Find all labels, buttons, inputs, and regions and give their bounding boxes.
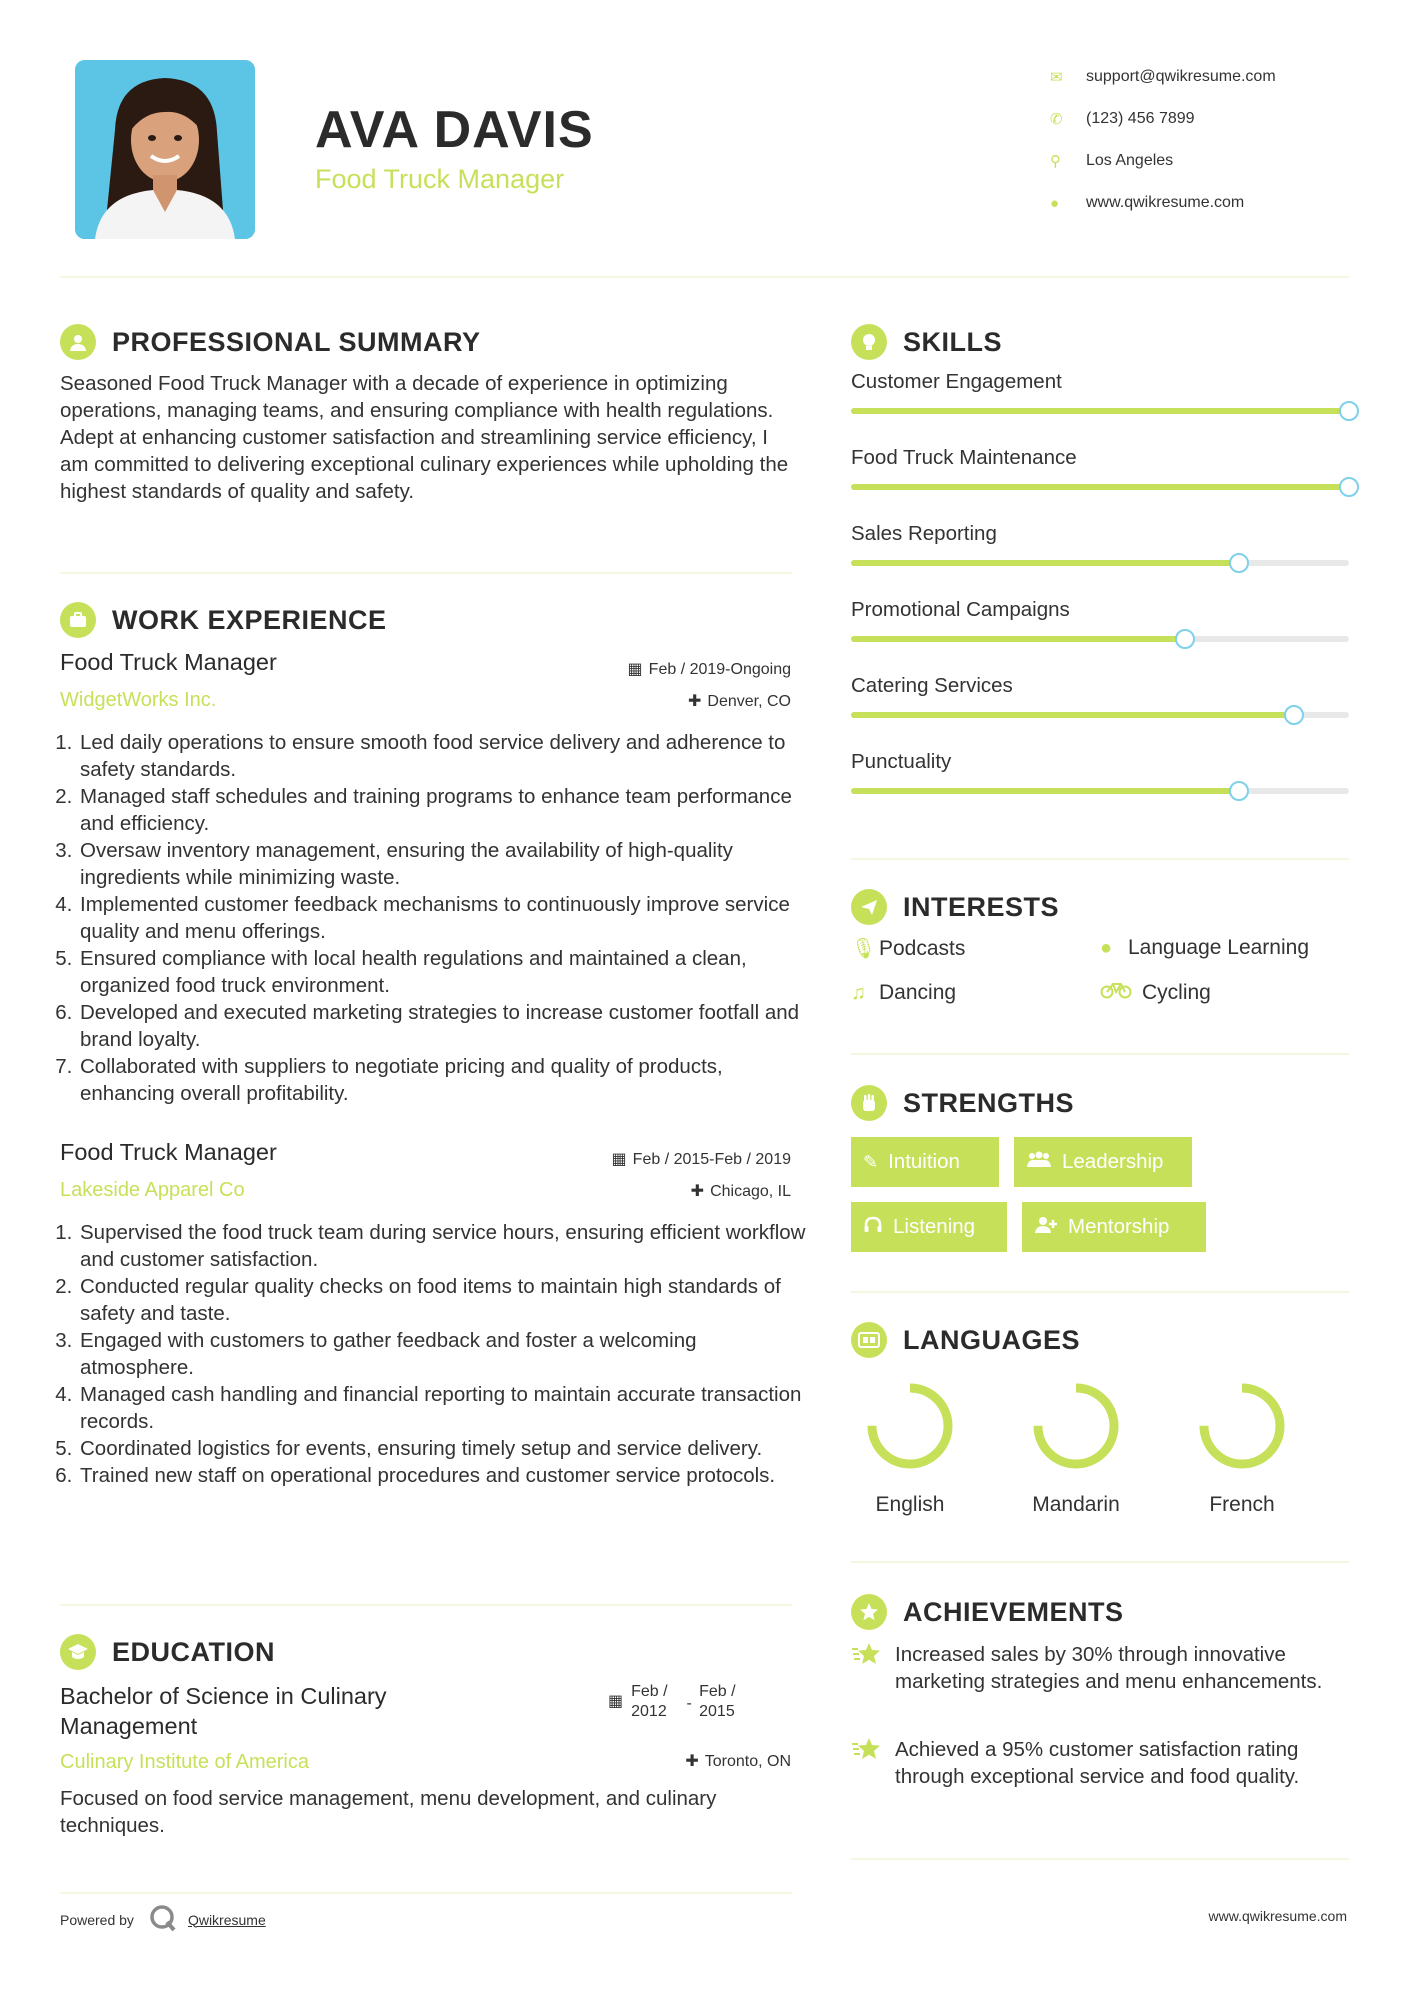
list-item: 3. Oversaw inventory management, ensuring the availability of high-quality ingredients while minimizing waste. [78,837,812,891]
summary-header [60,324,481,360]
education-date-start-year: 2012 [631,1703,667,1720]
summary-divider [60,572,792,574]
skill-item [851,598,1349,642]
interests-header [851,889,1059,925]
summary-heading: PROFESSIONAL SUMMARY [112,326,481,357]
degree-title [60,1681,387,1741]
language-ring-arc [1038,1388,1114,1464]
job-1-company: WidgetWorks Inc. [60,689,217,711]
contact-email[interactable] [1050,56,1380,98]
languages-header [851,1322,1080,1358]
skill-name: Catering Services [851,674,1013,697]
candidate-title: Food Truck Manager [315,164,565,194]
list-item: 5. Ensured compliance with local health regulations and maintained a clean, organized food truck environment. [78,945,812,999]
job-1-title: Food Truck Manager [60,649,277,675]
strengths-divider [851,1291,1349,1293]
language-item [845,1376,975,1517]
language-ring [1026,1376,1126,1476]
achievement-item [851,1641,1351,1695]
interest-label: Language Learning [1128,936,1310,959]
skill-bar-fill [851,788,1239,794]
briefcase-icon [60,602,96,638]
skill-bar-fill [851,636,1185,642]
globe-icon: ● [1050,194,1060,212]
star-icon [851,1641,895,1695]
skills-header [851,324,1002,360]
job-1-location-text: Denver, CO [707,693,791,710]
skill-bar-fill [851,408,1349,414]
summary-text: Seasoned Food Truck Manager with a decade of experience in optimizing operations, managing teams, and ensuring compliance with health regulations. Adept at enhancing customer satisfaction and streamlining service efficiency, I am committed to delivering exceptional culinary experiences while upholding the highest standards of quality and safety. [60,372,789,503]
strength-label: Listening [893,1215,976,1238]
header-divider [60,276,1349,278]
language-ring [860,1376,960,1476]
strength-tag-intuition [851,1137,999,1187]
hand-icon [851,1085,887,1121]
language-label: French [1209,1493,1275,1516]
interest-label: Cycling [1142,981,1211,1004]
experience-header [60,602,387,638]
skill-item [851,750,1349,794]
skill-name: Food Truck Maintenance [851,446,1077,469]
pushpin-icon: ✚ [688,693,702,710]
qwikresume-logo-icon [148,1904,178,1935]
list-item: 3. Engaged with customers to gather feedback and foster a welcoming atmosphere. [78,1327,812,1381]
skill-bar-track [851,484,1349,490]
job-2-company: Lakeside Apparel Co [60,1179,245,1201]
pushpin-icon: ✚ [685,1753,699,1770]
job-1-location [688,691,791,711]
strength-label: Leadership [1062,1150,1164,1173]
powered-by-label: Powered by [60,1911,134,1928]
paper-plane-icon [851,889,887,925]
magic-wand-icon: ✎ [863,1151,879,1172]
skill-bar-knob [1175,629,1195,649]
bicycle-icon [1100,981,1142,1005]
skill-bar-track [851,712,1349,718]
list-item: 7. Collaborated with suppliers to negotiate pricing and quality of products, enhancing overall profitability. [78,1053,812,1107]
headphones-icon [863,1216,883,1239]
education-date-end-month: Feb / [699,1683,736,1700]
achievement-text: Achieved a 95% customer satisfaction rating through exceptional service and food quality. [895,1738,1300,1788]
list-item: 6. Developed and executed marketing strategies to increase customer footfall and brand loyalty. [78,999,812,1053]
degree-line-1: Bachelor of Science in Culinary [60,1683,387,1709]
education-date-end-year: 2015 [699,1703,735,1720]
calendar-icon: ▦ [627,661,643,678]
brand-link[interactable]: Qwikresume [187,1911,266,1928]
list-item: 4. Implemented customer feedback mechanisms to continuously improve service quality and menu offerings. [78,891,812,945]
education-date-start [631,1682,679,1722]
map-pin-icon: ⚲ [1050,153,1061,170]
education-date [608,1682,792,1722]
language-ring-arc [872,1388,948,1464]
contact-website[interactable] [1050,182,1380,224]
list-item: 1. Led daily operations to ensure smooth food service delivery and adherence to safety standards. [78,729,812,783]
languages-heading: LANGUAGES [903,1324,1081,1355]
contact-phone[interactable] [1050,98,1380,140]
skill-bar-fill [851,484,1349,490]
skill-item [851,674,1349,718]
strength-tag-mentorship [1022,1202,1206,1252]
education-date-end [699,1682,735,1722]
candidate-name: AVA DAVIS [315,101,594,159]
education-text: Focused on food service management, menu development, and culinary techniques. [60,1787,717,1837]
skill-bar-track [851,408,1349,414]
footer-powered-by [60,1904,266,1935]
contact-website-text: www.qwikresume.com [1086,194,1245,211]
education-location-text: Toronto, ON [704,1753,791,1770]
language-ring [1192,1376,1292,1476]
education-heading: EDUCATION [112,1636,275,1667]
skill-bar-track [851,788,1349,794]
strength-label: Mentorship [1068,1215,1170,1238]
interest-podcasts [851,936,965,961]
contact-location-text: Los Angeles [1086,152,1174,169]
interest-dancing [851,981,956,1005]
job-2-title: Food Truck Manager [60,1139,277,1165]
job-2-bullets [58,1219,812,1489]
experience-heading: WORK EXPERIENCE [112,604,387,635]
skill-bar-fill [851,560,1239,566]
job-1-bullets [58,729,812,1107]
interest-language-learning [1100,936,1309,960]
skill-bar-track [851,636,1349,642]
language-item [1177,1376,1307,1517]
skill-name: Sales Reporting [851,522,997,545]
user-plus-icon [1034,1216,1058,1239]
language-label: English [875,1493,945,1516]
skill-bar-knob [1229,781,1249,801]
list-item: 4. Managed cash handling and financial reporting to maintain accurate transaction records. [78,1381,812,1435]
profile-photo [75,60,255,239]
group-icon [1026,1151,1052,1174]
skill-bar-track [851,560,1349,566]
achievements-heading: ACHIEVEMENTS [903,1596,1124,1627]
language-item [1011,1376,1141,1517]
contact-list [1050,56,1380,224]
list-item: 2. Managed staff schedules and training programs to enhance team performance and efficiency. [78,783,812,837]
language-icon [851,1322,887,1358]
skill-bar-knob [1229,553,1249,573]
interests-divider [851,1053,1349,1055]
job-2-date [612,1149,791,1169]
calendar-icon: ▦ [611,1151,627,1168]
language-label: Mandarin [1032,1493,1120,1516]
strength-label: Intuition [888,1150,960,1173]
job-1-date [628,659,791,679]
microphone-icon: 🎙 [851,938,877,960]
skill-bar-knob [1339,477,1359,497]
interests-heading: INTERESTS [903,891,1060,922]
skills-divider [851,858,1349,860]
graduation-cap-icon [60,1634,96,1670]
skill-item [851,522,1349,566]
interest-label: Podcasts [879,936,966,960]
interest-label: Dancing [879,981,957,1004]
calendar-icon: ▦ [608,1693,624,1710]
achievements-header [851,1594,1124,1630]
user-icon [60,324,96,360]
experience-divider [60,1604,792,1606]
contact-phone-text: (123) 456 7899 [1086,110,1195,127]
language-ring-arc [1204,1388,1280,1464]
skill-item [851,446,1349,490]
lightbulb-icon [851,324,887,360]
interest-cycling [1100,981,1211,1005]
skills-heading: SKILLS [903,326,1003,357]
skill-bar-fill [851,712,1294,718]
skill-name: Customer Engagement [851,370,1062,393]
globe-icon: ● [1100,936,1113,959]
skill-bar-knob [1284,705,1304,725]
strengths-heading: STRENGTHS [903,1087,1075,1118]
languages-divider [851,1561,1349,1563]
pushpin-icon: ✚ [690,1183,705,1200]
star-icon [851,1736,895,1790]
job-1-date-text: Feb / 2019-Ongoing [648,661,791,678]
education-date-sep: - [686,1695,692,1712]
music-note-icon: ♫ [851,981,866,1004]
skill-name: Promotional Campaigns [851,598,1070,621]
achievement-text: Increased sales by 30% through innovative marketing strategies and menu enhancements. [895,1643,1323,1693]
phone-icon: ✆ [1050,111,1063,128]
achievement-item [851,1736,1351,1790]
strength-tag-listening [851,1202,1007,1252]
footer-url[interactable]: www.qwikresume.com [1208,1908,1347,1924]
degree-line-2: Management [60,1713,198,1739]
contact-location [1050,140,1380,182]
list-item: 1. Supervised the food truck team during service hours, ensuring efficient workflow and customer satisfaction. [78,1219,812,1273]
skill-name: Punctuality [851,750,952,773]
job-2-location-text: Chicago, IL [710,1183,791,1200]
list-item: 6. Trained new staff on operational procedures and customer service protocols. [78,1462,812,1489]
education-divider [60,1892,792,1894]
contact-email-text: support@qwikresume.com [1086,68,1276,85]
list-item: 2. Conducted regular quality checks on food items to maintain high standards of safety and taste. [78,1273,812,1327]
strengths-header [851,1085,1074,1121]
star-badge-icon [851,1594,887,1630]
job-2-location [691,1181,791,1201]
education-location [685,1751,791,1771]
skill-item [851,370,1349,414]
school-name: Culinary Institute of America [60,1751,309,1773]
job-2-date-text: Feb / 2015-Feb / 2019 [632,1151,791,1168]
education-date-start-month: Feb / [631,1683,668,1700]
list-item: 5. Coordinated logistics for events, ensuring timely setup and service delivery. [78,1435,812,1462]
envelope-icon: ✉ [1050,69,1063,86]
achievements-divider [851,1858,1349,1860]
education-header [60,1634,275,1670]
strength-tag-leadership [1014,1137,1192,1187]
skill-bar-knob [1339,401,1359,421]
